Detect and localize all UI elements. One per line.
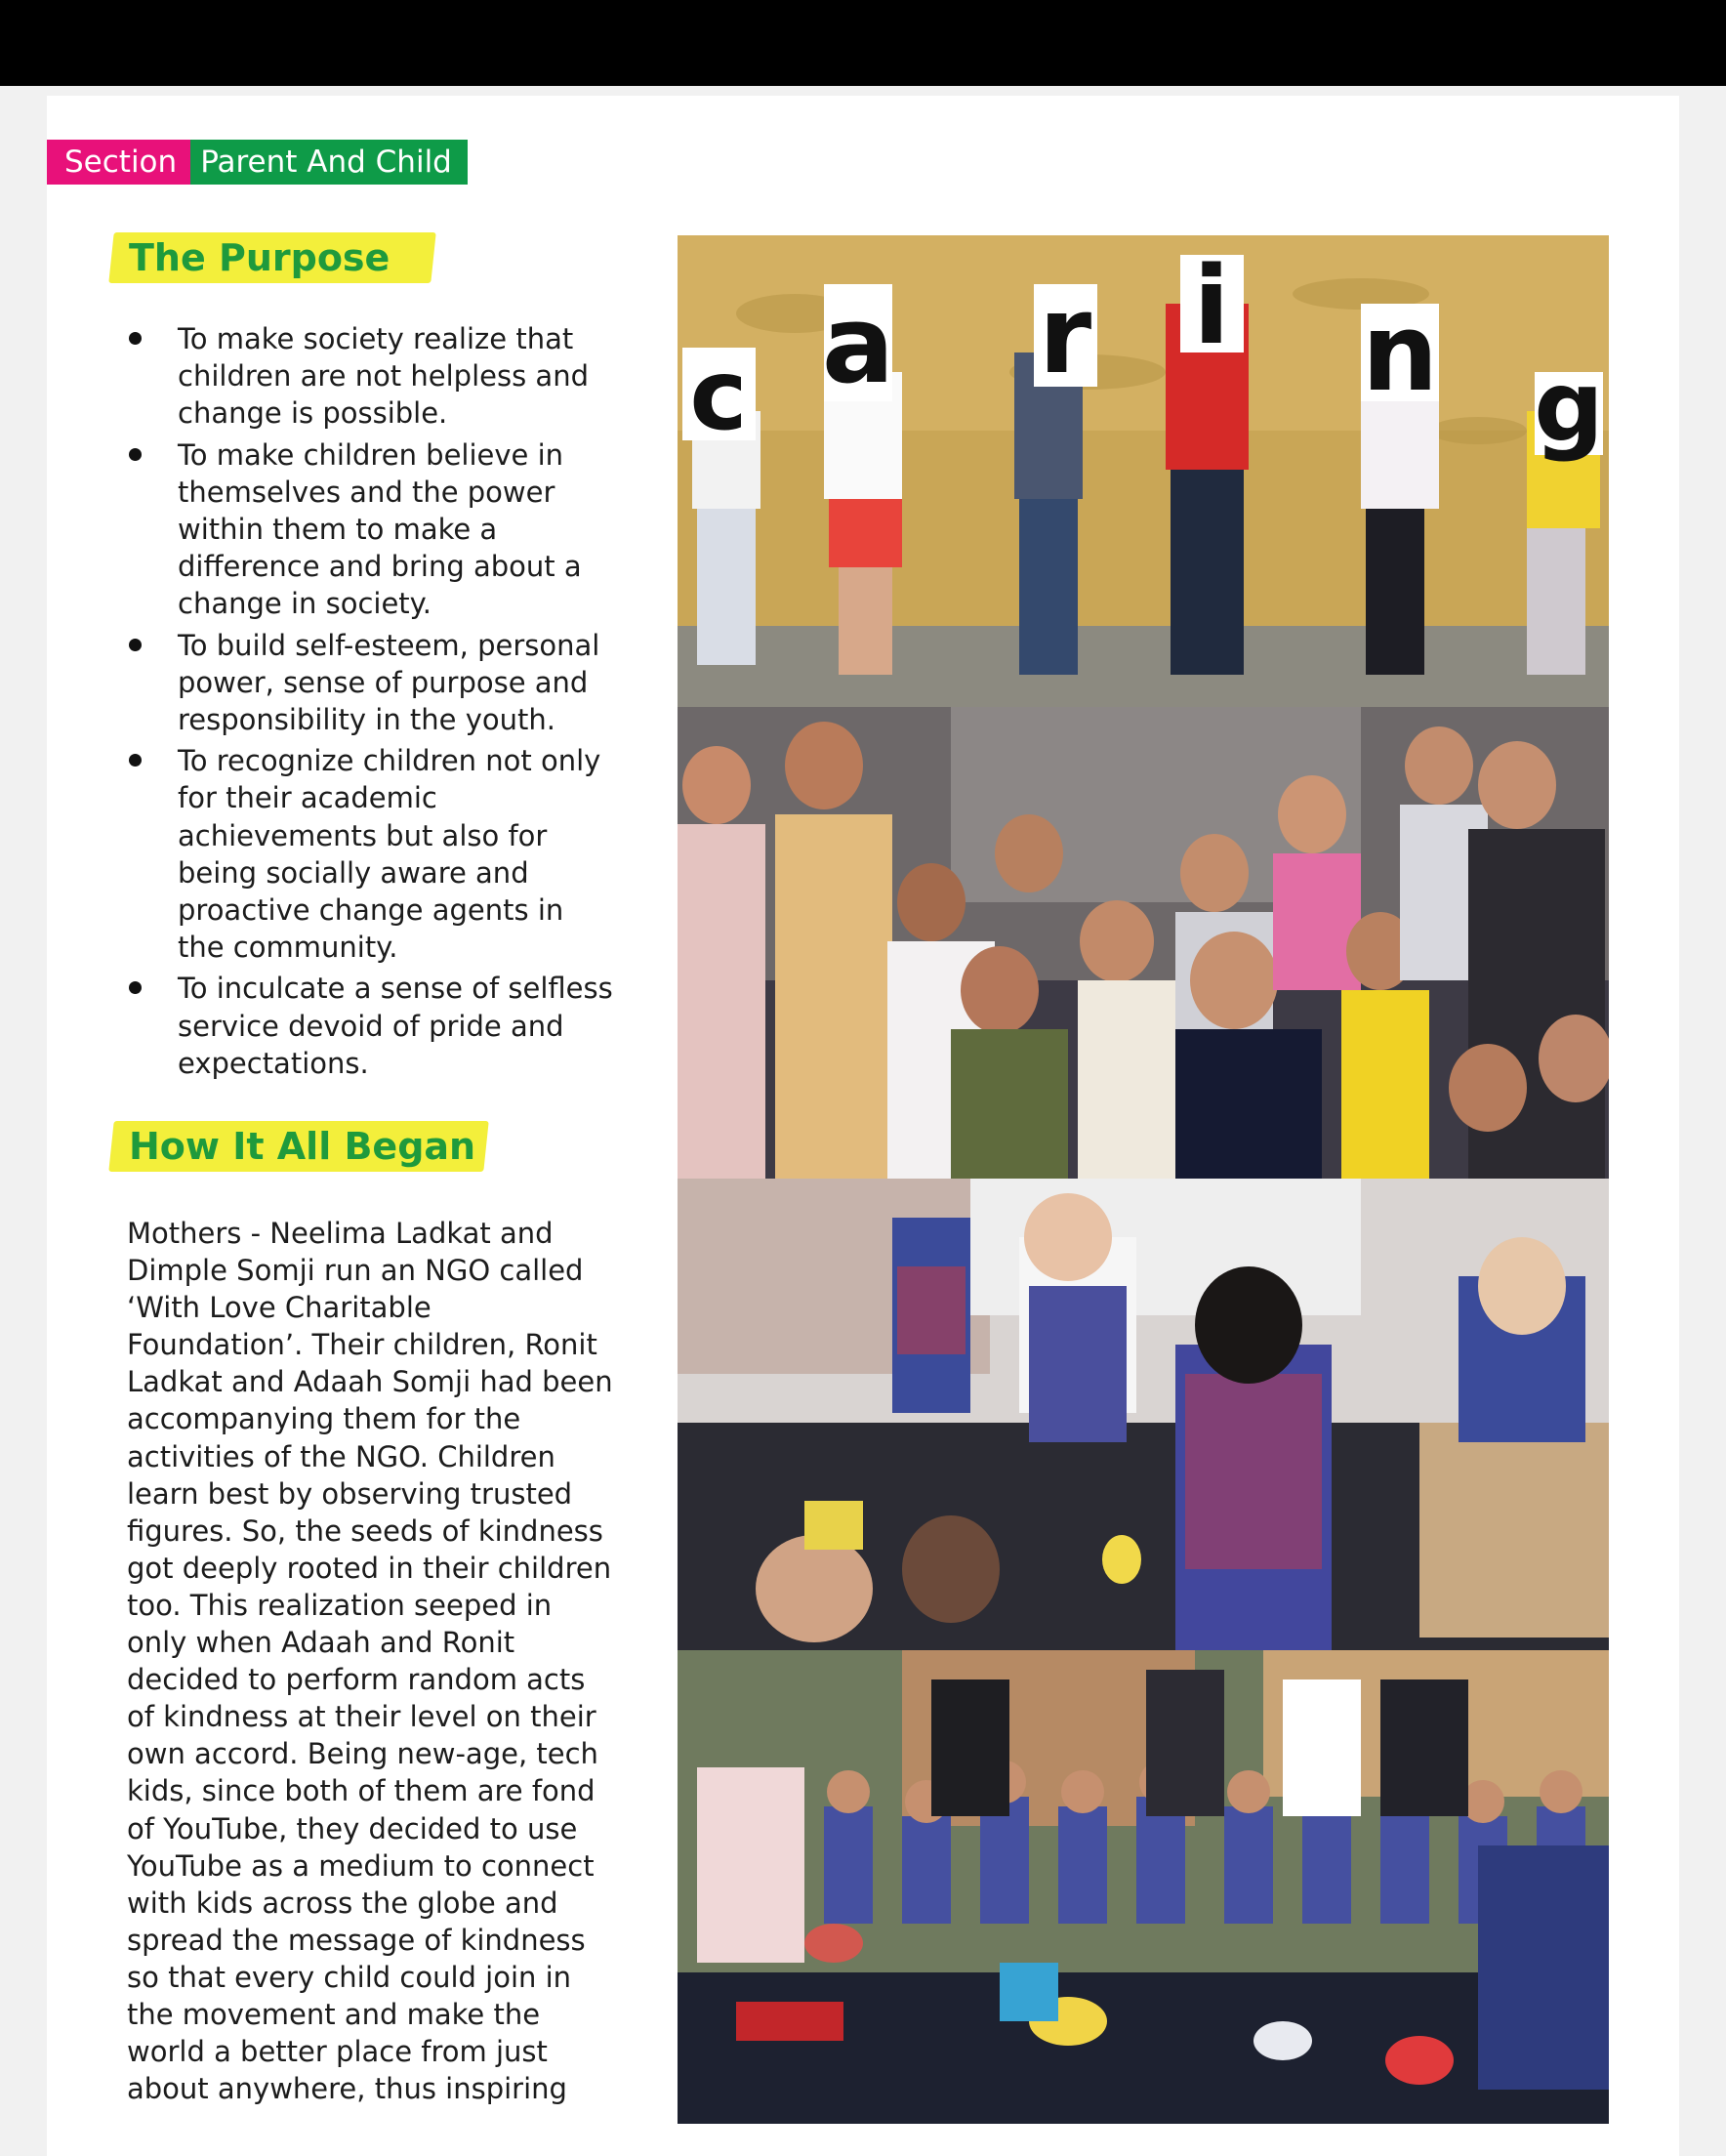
letter-n: n <box>1361 290 1439 415</box>
purpose-item: To recognize children not only for their academic achievements but also for being socially aware and proactive change agents in the community. <box>129 742 617 966</box>
purpose-list <box>129 320 617 1086</box>
purpose-item: To make society realize that children are not helpless and change is possible. <box>129 320 617 433</box>
photo-group-indoor <box>678 707 1609 1179</box>
purpose-heading: The Purpose <box>129 232 390 283</box>
purpose-item: To build self-esteem, personal power, sense of purpose and responsibility in the youth. <box>129 627 617 739</box>
letter-c: c <box>689 338 748 452</box>
photo-school-group <box>678 1650 1609 2124</box>
photo-toys-donation <box>678 1179 1609 1650</box>
letter-i: i <box>1193 243 1230 368</box>
photo-caring-kids <box>678 235 1609 707</box>
letter-r: r <box>1038 272 1092 397</box>
story-heading: How It All Began <box>129 1121 475 1172</box>
letter-g: g <box>1534 350 1604 464</box>
letter-a: a <box>821 282 895 407</box>
section-label: Section <box>47 140 190 185</box>
top-bar <box>0 0 1726 86</box>
story-body: Mothers - Neelima Ladkat and Dimple Somji run an NGO called ‘With Love Charitable Foundation’. Their children, Ronit Ladkat and Adaah Somji had been accompanying them for the activities of the NGO. Children learn best by observing trusted figures. So, the seeds of kindness got deeply rooted in their children too. This realization seeped in only when Adaah and Ronit decided to perform random acts of kindness at their level on their own accord. Being new-age, tech kids, since both of them are fond of YouTube, they decided to use YouTube as a medium to connect with kids across the globe and spread the message of kindness so that every child could join in the movement and make the world a better place from just about anywhere, thus inspiring <box>127 1217 613 2106</box>
purpose-item: To make children believe in themselves and the power within them to make a difference and bring about a change in society. <box>129 436 617 623</box>
section-title: Parent And Child <box>190 140 468 185</box>
purpose-item: To inculcate a sense of selfless service devoid of pride and expectations. <box>129 970 617 1082</box>
section-tag <box>47 140 468 185</box>
